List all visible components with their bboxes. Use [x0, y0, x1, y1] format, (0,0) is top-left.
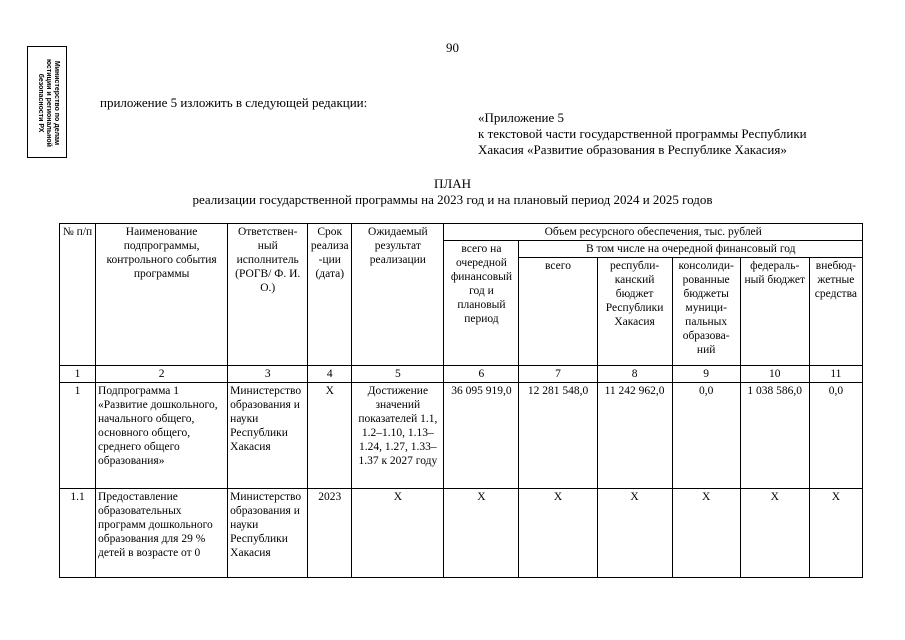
header-federal: федераль-ный бюджет — [740, 258, 809, 366]
row-federal: 1 038 586,0 — [740, 383, 809, 489]
row-federal: Х — [740, 489, 809, 578]
row-extra: Х — [809, 489, 862, 578]
row-total: Х — [519, 489, 597, 578]
row-no: 1.1 — [60, 489, 96, 578]
column-number: 1 — [60, 366, 96, 383]
header-term: Срок реализа -ции (дата) — [308, 224, 352, 366]
row-no: 1 — [60, 383, 96, 489]
column-number: 11 — [809, 366, 862, 383]
row-extra: 0,0 — [809, 383, 862, 489]
header-row — [60, 224, 863, 241]
column-number: 5 — [352, 366, 444, 383]
stamp-line: юстиции и региональной — [45, 59, 52, 147]
column-numbers-row — [60, 366, 863, 383]
header-executor: Ответствен-ный исполнитель (РОГВ/ Ф. И. О.) — [228, 224, 308, 366]
appendix-line: к текстовой части государственной программы Республики — [478, 126, 807, 141]
row-total: 12 281 548,0 — [519, 383, 597, 489]
row-result: Х — [352, 489, 444, 578]
column-number: 2 — [96, 366, 228, 383]
row-name: Подпрограмма 1 «Развитие дошкольного, начального общего, основного общего, среднего общего образования» — [96, 383, 228, 489]
stamp-text — [36, 49, 60, 157]
header-volume: Объем ресурсного обеспечения, тыс. рублей — [444, 224, 863, 241]
row-total-period: 36 095 919,0 — [444, 383, 519, 489]
column-number: 7 — [519, 366, 597, 383]
table-row — [60, 489, 863, 578]
column-number: 6 — [444, 366, 519, 383]
header-total-period: всего на очередной финансовый год и плановый период — [444, 241, 519, 366]
column-number: 9 — [672, 366, 740, 383]
plan-title: ПЛАН — [434, 176, 471, 191]
header-result: Ожидаемый результат реализации — [352, 224, 444, 366]
stamp-line: Министерство по делам — [53, 60, 60, 146]
appendix-header — [478, 110, 807, 158]
intro-text: приложение 5 изложить в следующей редакции: — [100, 95, 368, 110]
row-term: 2023 — [308, 489, 352, 578]
table-row — [60, 383, 863, 489]
column-number: 4 — [308, 366, 352, 383]
row-executor: Министерство образования и науки Республики Хакасия — [228, 383, 308, 489]
registration-stamp — [27, 46, 67, 158]
column-number: 8 — [597, 366, 672, 383]
row-name: Предоставление образовательных программ дошкольного образования для 29 % детей в возрасте от 0 — [96, 489, 228, 578]
column-number: 3 — [228, 366, 308, 383]
header-incl-year: В том числе на очередной финансовый год — [519, 241, 863, 258]
header-total: всего — [519, 258, 597, 366]
row-result: Достижение значений показателей 1.1, 1.2–1.10, 1.13–1.24, 1.27, 1.33–1.37 к 2027 году — [352, 383, 444, 489]
row-republic: Х — [597, 489, 672, 578]
row-term: Х — [308, 383, 352, 489]
appendix-line: Хакасия «Развитие образования в Республике Хакасия» — [478, 142, 787, 157]
header-extra: внебюд-жетные средства — [809, 258, 862, 366]
header-name: Наименование подпрограммы, контрольного события программы — [96, 224, 228, 366]
plan-subtitle: реализации государственной программы на 2023 год и на плановый период 2024 и 2025 годов — [192, 192, 713, 207]
row-total-period: Х — [444, 489, 519, 578]
header-no: № п/п — [60, 224, 96, 366]
header-municipal: консолиди-рованные бюджеты муници-пальных образова-ний — [672, 258, 740, 366]
row-municipal: Х — [672, 489, 740, 578]
stamp-line: безопасности РХ — [37, 73, 44, 133]
header-republic: республи-канский бюджет Республики Хакасия — [597, 258, 672, 366]
row-municipal: 0,0 — [672, 383, 740, 489]
column-number: 10 — [740, 366, 809, 383]
page-number: 90 — [446, 40, 459, 55]
row-republic: 11 242 962,0 — [597, 383, 672, 489]
plan-table — [59, 223, 863, 578]
appendix-line: «Приложение 5 — [478, 110, 565, 125]
row-executor: Министерство образования и науки Республики Хакасия — [228, 489, 308, 578]
